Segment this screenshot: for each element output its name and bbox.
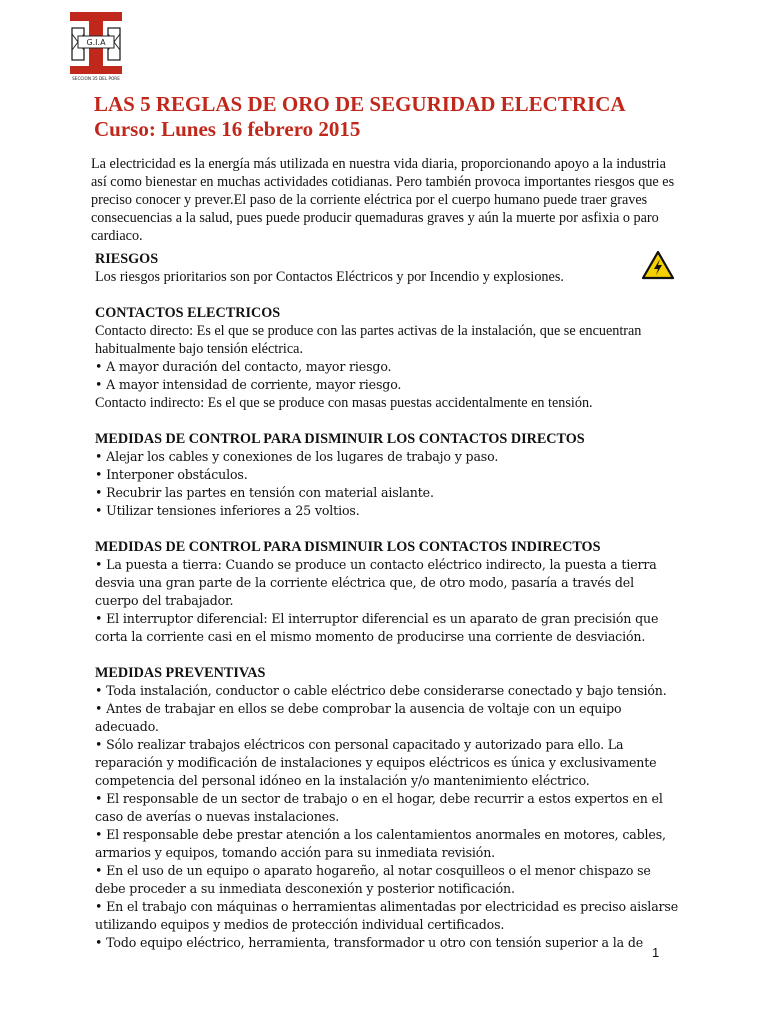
list-item: • El responsable debe prestar atención a los calentamientos anormales en motores, cables, armarios y equipos, tomando acción para su inmediata revisión.: [95, 827, 666, 860]
page-number: 1: [652, 945, 660, 960]
section-heading-medidas-directos: MEDIDAS DE CONTROL PARA DISMINUIR LOS CONTACTOS DIRECTOS: [95, 431, 585, 447]
contacto-directo-text: Contacto directo: Es el que se produce con las partes activas de la instalación, que se encuentran habitualmente bajo tensión eléctrica.: [95, 323, 642, 357]
list-item: • Utilizar tensiones inferiores a 25 voltios.: [95, 503, 360, 518]
list-item: • Sólo realizar trabajos eléctricos con personal capacitado y autorizado para ello. La reparación y modificación de instalaciones y equipos eléctricos es única y exclusivamente competencia del personal idóneo en la instalación y/o mantenimiento eléctrico.: [95, 737, 657, 788]
contacto-indirecto-text: Contacto indirecto: Es el que se produce con masas puestas accidentalmente en tensión.: [95, 395, 593, 411]
list-item: • A mayor intensidad de corriente, mayor riesgo.: [95, 377, 402, 392]
document-title: LAS 5 REGLAS DE ORO DE SEGURIDAD ELECTRICA: [94, 92, 626, 116]
company-logo-icon: [68, 10, 124, 82]
svg-text:G.I.A: G.I.A: [86, 38, 106, 47]
document-subtitle: Curso: Lunes 16 febrero 2015: [94, 117, 361, 141]
list-item: • Interponer obstáculos.: [95, 467, 248, 482]
logo-text: SECCION 35 DEL PORE: [72, 76, 120, 81]
list-item: • El interruptor diferencial: El interruptor diferencial es un aparato de gran precisión que corta la corriente casi en el mismo momento de producirse una corriente de desviación.: [95, 611, 659, 644]
riesgos-text: Los riesgos prioritarios son por Contactos Eléctricos y por Incendio y explosiones.: [95, 269, 564, 285]
document-body: [95, 250, 681, 952]
list-item: • A mayor duración del contacto, mayor riesgo.: [95, 359, 392, 374]
list-item: • En el uso de un equipo o aparato hogareño, al notar cosquilleos o el menor chispazo se debe proceder a su inmediata desconexión y posterior notificación.: [95, 863, 651, 896]
list-item: • Recubrir las partes en tensión con material aislante.: [95, 485, 434, 500]
list-item: • Todo equipo eléctrico, herramienta, transformador u otro con tensión superior a la de: [95, 935, 644, 950]
document-header: [94, 92, 626, 142]
list-item: • Toda instalación, conductor o cable eléctrico debe considerarse conectado y bajo tensión.: [95, 683, 667, 698]
section-heading-riesgos: RIESGOS: [95, 251, 159, 267]
list-item: • La puesta a tierra: Cuando se produce un contacto eléctrico indirecto, la puesta a tierra desvia una gran parte de la corriente eléctrica que, de otro modo, pasaría a través del cuerpo del trabajador.: [95, 557, 657, 608]
section-heading-medidas-indirectos: MEDIDAS DE CONTROL PARA DISMINUIR LOS CONTACTOS INDIRECTOS: [95, 539, 601, 555]
list-item: • Alejar los cables y conexiones de los lugares de trabajo y paso.: [95, 449, 499, 464]
list-item: • El responsable de un sector de trabajo o en el hogar, debe recurrir a estos expertos en el caso de averías o nuevas instalaciones.: [95, 791, 663, 824]
list-item: • Antes de trabajar en ellos se debe comprobar la ausencia de voltaje con un equipo adecuado.: [95, 701, 622, 734]
section-heading-preventivas: MEDIDAS PREVENTIVAS: [95, 665, 266, 681]
section-heading-contactos: CONTACTOS ELECTRICOS: [95, 305, 281, 321]
list-item: • En el trabajo con máquinas o herramientas alimentadas por electricidad es preciso aislarse utilizando equipos y medios de protección individual certificados.: [95, 899, 679, 932]
intro-paragraph: La electricidad es la energía más utilizada en nuestra vida diaria, proporcionando apoyo a la industria así como bienestar en muchas actividades cotidianas. Pero también provoca importantes riesgos que es preciso conocer y prever.El paso de la corriente eléctrica por el cuerpo humano puede traer graves consecuencias a la salud, pues puede producir quemaduras graves y aún la muerte por asfixia o paro cardiaco.: [91, 156, 675, 244]
